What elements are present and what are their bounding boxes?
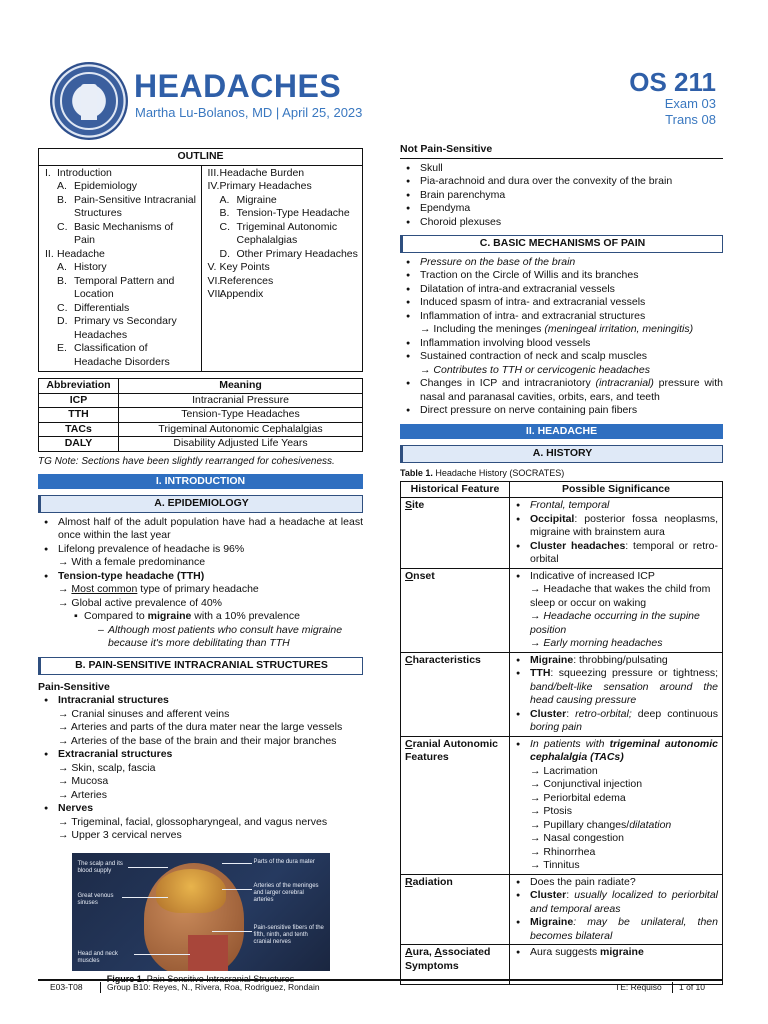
list-item: ● Changes in ICP and intracraniotory (intracranial) pressure with nasal and paranasal cavities, orbits, ears, and teeth (400, 377, 723, 404)
outline-right-column (201, 166, 363, 372)
outline-item: IV. Primary Headaches (207, 180, 312, 193)
list-item: ● Direct pressure on nerve containing pain fibers (400, 404, 723, 418)
list-subitem: → Mucosa (58, 775, 109, 788)
list-item: ● Tension-type headache (TTH) (38, 570, 363, 584)
list-item: ● Dilatation of intra-and extracranial vessels (400, 283, 723, 297)
table-row: DALY Disability Adjusted Life Years (39, 437, 363, 452)
list-item: ● Intracranial structures (38, 694, 363, 708)
outline-item: E. Classification of Headache Disorders (57, 342, 170, 368)
section-heading-history: A. HISTORY (400, 445, 723, 463)
outline-box (38, 148, 363, 372)
table-row: Onset ● Indicative of increased ICP → Headache that wakes the child from sleep or occur on waking → Headache occurring in the supine position → Early morning headaches (401, 568, 723, 652)
outline-item: VI. References (207, 274, 274, 287)
outline-item: B. Pain-Sensitive Intracranial Structures (57, 193, 196, 220)
list-item: ● Extracranial structures (38, 748, 363, 762)
left-column (38, 148, 363, 985)
abbr-col-header: Abbreviation (39, 379, 119, 394)
not-pain-sensitive-list (400, 162, 723, 230)
outline-item: C. Trigeminal Autonomic Cephalalgias (219, 220, 338, 247)
mechanisms-list (400, 256, 723, 324)
table-row: Site ● Frontal, temporal ● Occipital: posterior fossa neoplasms, migraine with brainstem aura ● Cluster headaches: temporal or retro-orbital (401, 498, 723, 569)
list-subitem: → Arteries and parts of the dura mater near the large vessels (58, 721, 343, 734)
outline-item: A. History (57, 261, 107, 274)
outline-item: C. Differentials (57, 301, 130, 314)
exam-label: Exam 03 (664, 96, 716, 111)
tg-note: TG Note: Sections have been slightly rearranged for cohesiveness. (38, 455, 335, 467)
pain-sensitive-label: Pain-Sensitive (38, 680, 110, 693)
epidemiology-list (38, 516, 363, 557)
document-title: HEADACHES (134, 68, 342, 104)
section-heading-pain-sensitive: B. PAIN-SENSITIVE INTRACRANIAL STRUCTURES (38, 657, 363, 675)
list-subitem: → Arteries (58, 788, 108, 801)
table-row: ICP Intracranial Pressure (39, 393, 363, 408)
footer-page: 1 of 10 (672, 982, 705, 993)
list-subitem: ▪ Compared to migraine with a 10% prevalence (38, 610, 363, 624)
list-subitem: → Including the meninges (meningeal irritation, meningitis) (420, 323, 694, 336)
section-heading-epidemiology: A. EPIDEMIOLOGY (38, 495, 363, 513)
list-item: ● Induced spasm of intra- and extracranial vessels (400, 296, 723, 310)
figure-label: Head and neck muscles (77, 950, 118, 964)
outline-item: D. Other Primary Headaches (219, 247, 358, 260)
figure-label: Great venous sinuses (77, 892, 114, 906)
list-item: ● Ependyma (400, 202, 723, 216)
table-row: Aura, Associated Symptoms ● Aura suggests migraine (401, 945, 723, 985)
table-row: Characteristics ● Migraine: throbbing/pulsating ● TTH: squeezing pressure or tightness; band/belt-like sensation around the head causing pressure ● Cluster: retro-orbital; deep continuous boring pain (401, 652, 723, 736)
significance-col-header: Possible Significance (510, 481, 723, 498)
table-row: TACs Trigeminal Autonomic Cephalalgias (39, 422, 363, 437)
author-date: Martha Lu-Bolanos, MD | April 25, 2023 (135, 105, 363, 120)
not-pain-sensitive-label: Not Pain-Sensitive (400, 143, 723, 159)
list-subitem: → Trigeminal, facial, glossopharyngeal, and vagus nerves (58, 815, 328, 828)
trans-label: Trans 08 (665, 112, 716, 127)
outline-item: B. Tension-Type Headache (219, 207, 350, 220)
list-subitem: → Upper 3 cervical nerves (58, 829, 182, 842)
list-subitem: → Most common type of primary headache (58, 583, 259, 596)
outline-item: VII. Appendix (207, 288, 264, 301)
section-heading-mechanisms: C. BASIC MECHANISMS OF PAIN (400, 235, 723, 253)
figure-label: The scalp and its blood supply (77, 860, 123, 874)
list-subitem: → Contributes to TTH or cervicogenic headaches (420, 363, 650, 376)
abbreviation-table (38, 378, 363, 452)
list-item: ● Traction on the Circle of Willis and its branches (400, 269, 723, 283)
outline-item: D. Primary vs Secondary Headaches (57, 315, 177, 341)
outline-item: B. Temporal Pattern and Location (57, 274, 175, 301)
list-subitem: → Skin, scalp, fascia (58, 761, 156, 774)
outline-heading: OUTLINE (39, 149, 362, 166)
head-anatomy-figure (72, 853, 330, 971)
list-item: ● Inflammation of intra- and extracranial structures (400, 310, 723, 324)
list-subitem: → Cranial sinuses and afferent veins (58, 707, 230, 720)
section-heading-headache: II. HEADACHE (400, 424, 723, 440)
list-item: ● Pia-arachnoid and dura over the convexity of the brain (400, 175, 723, 189)
list-item: ● Skull (400, 162, 723, 176)
list-item: ● Lifelong prevalence of headache is 96% (38, 543, 363, 557)
list-item: ● Almost half of the adult population have had a headache at least once within the last year (38, 516, 363, 543)
meaning-col-header: Meaning (119, 379, 363, 394)
list-item: ● Sustained contraction of neck and scalp muscles (400, 350, 723, 364)
outline-item: V. Key Points (207, 261, 270, 274)
outline-item: A. Migraine (219, 193, 277, 206)
headache-history-table (400, 481, 723, 986)
list-subitem: → Global active prevalence of 40% (58, 596, 223, 609)
table-row: TTH Tension-Type Headaches (39, 408, 363, 423)
footer-group: Group B10: Reyes, N., Rivera, Roa, Rodriguez, Rondain (100, 982, 320, 993)
list-item: ● Choroid plexuses (400, 216, 723, 230)
outline-item: C. Basic Mechanisms of Pain (57, 220, 174, 247)
footer-rule (38, 979, 723, 981)
outline-item: I. Introduction (45, 166, 112, 179)
outline-item: III. Headache Burden (207, 166, 305, 179)
list-subitem: – Although most patients who consult have migraine because it's more debilitating than TTH (38, 624, 363, 651)
right-column (400, 143, 723, 985)
outline-item: II. Headache (45, 247, 105, 260)
section-heading-introduction: I. INTRODUCTION (38, 474, 363, 490)
outline-item: A. Epidemiology (57, 180, 138, 193)
figure-label: Pain-sensitive fibers of the fifth, ninth, and tenth cranial nerves (253, 924, 324, 945)
table-caption: Table 1. Headache History (SOCRATES) (400, 467, 565, 478)
list-item: ● Brain parenchyma (400, 189, 723, 203)
feature-col-header: Historical Feature (401, 481, 510, 498)
footer-te: TE: Requiso (615, 982, 662, 992)
figure-label: Parts of the dura mater (253, 858, 315, 865)
list-subitem: → With a female predominance (58, 556, 206, 569)
table-row: Cranial Autonomic Features ● In patients with trigeminal autonomic cephalalgia (TACs) → Lacrimation → Conjunctival injection → Periorbital edema → Ptosis → Pupillary changes/dilatation → Nasal congestion → Rhinorrhea → Tinnitus (401, 736, 723, 874)
footer-code: E03-T08 (50, 982, 83, 992)
university-seal (50, 62, 128, 140)
list-subitem: → Arteries of the base of the brain and their major branches (58, 734, 337, 747)
list-item: ● Inflammation involving blood vessels (400, 337, 723, 351)
figure-label: Arteries of the meninges and larger cerebral arteries (253, 882, 319, 903)
list-item: ● Pressure on the base of the brain (400, 256, 723, 270)
list-item: ● Nerves (38, 802, 363, 816)
table-row: Radiation ● Does the pain radiate? ● Cluster: usually localized to periorbital and temporal areas ● Migraine: may be unilateral, then becomes bilateral (401, 874, 723, 945)
outline-left-column (39, 166, 201, 372)
course-code: OS 211 (629, 67, 716, 97)
